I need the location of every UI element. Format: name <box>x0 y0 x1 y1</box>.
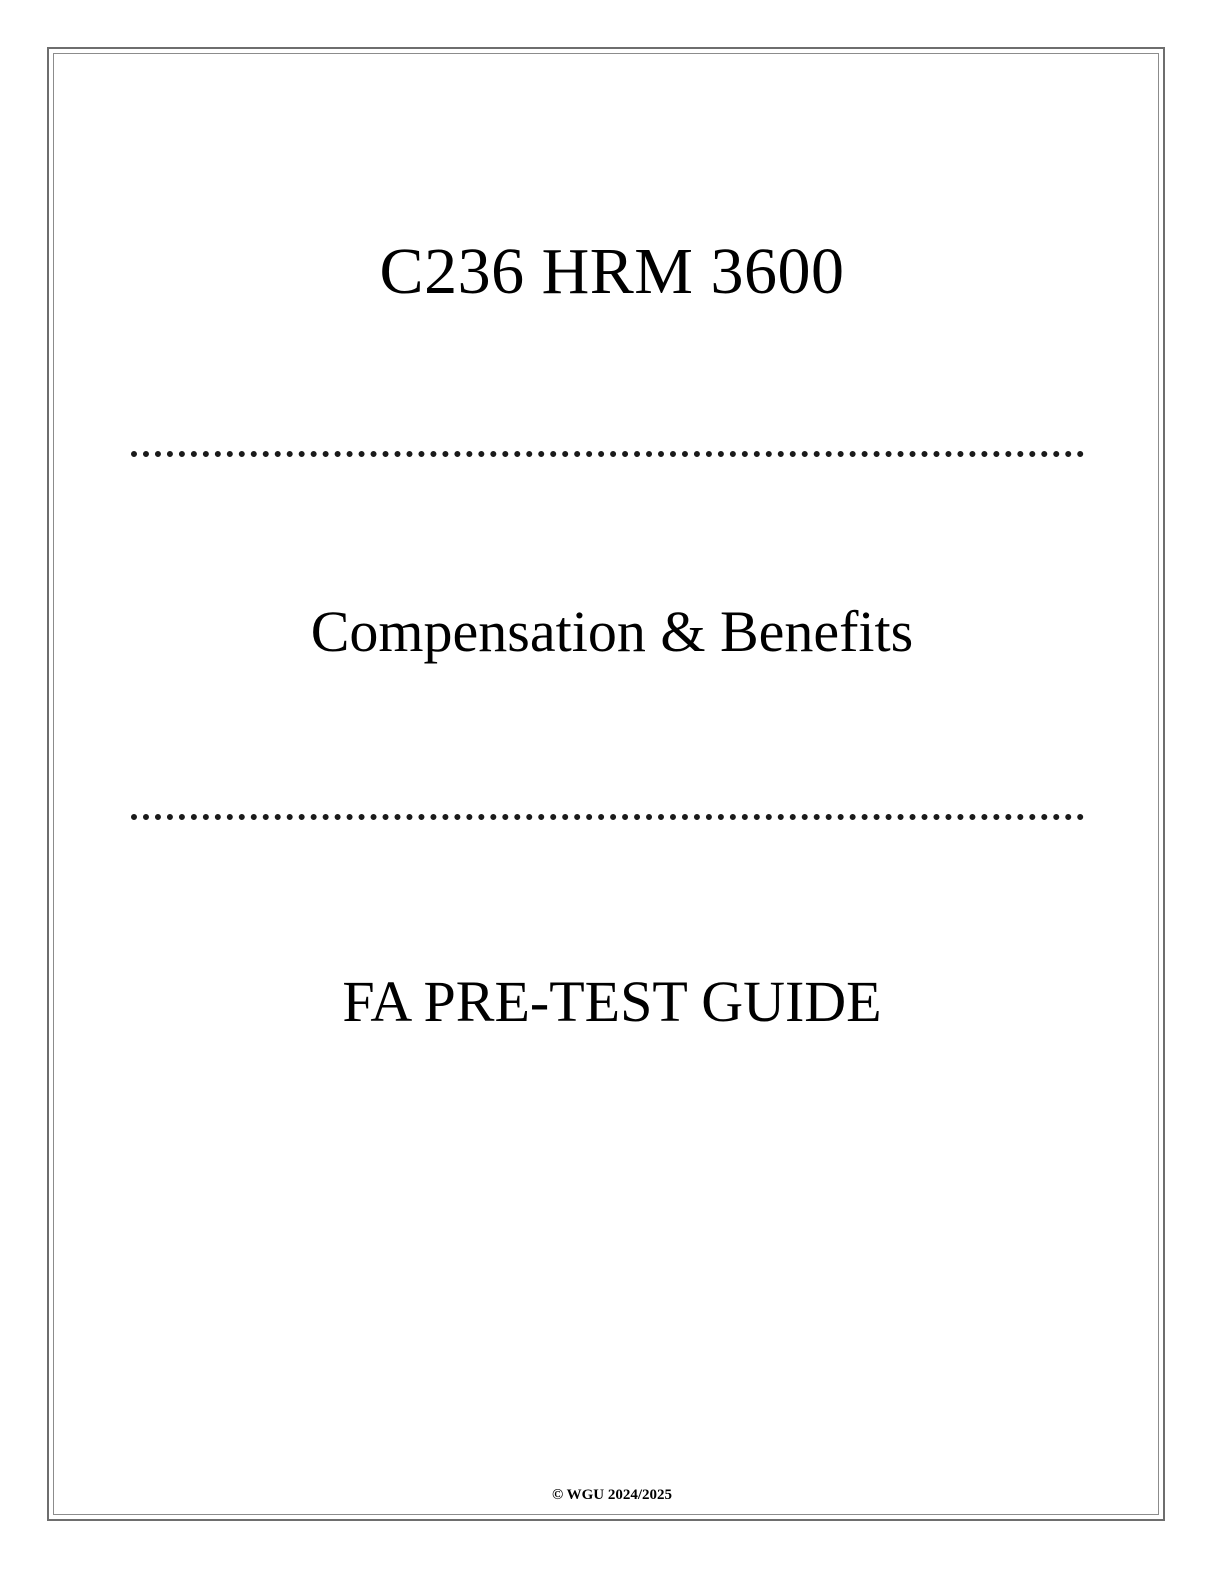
copyright-footer: © WGU 2024/2025 <box>551 1487 673 1503</box>
course-title: C236 HRM 3600 <box>379 235 845 308</box>
guide-title: FA PRE-TEST GUIDE <box>342 969 882 1034</box>
dotted-divider-top <box>131 451 1084 457</box>
dotted-divider-bottom <box>131 814 1084 820</box>
subject-title: Compensation & Benefits <box>310 599 914 664</box>
